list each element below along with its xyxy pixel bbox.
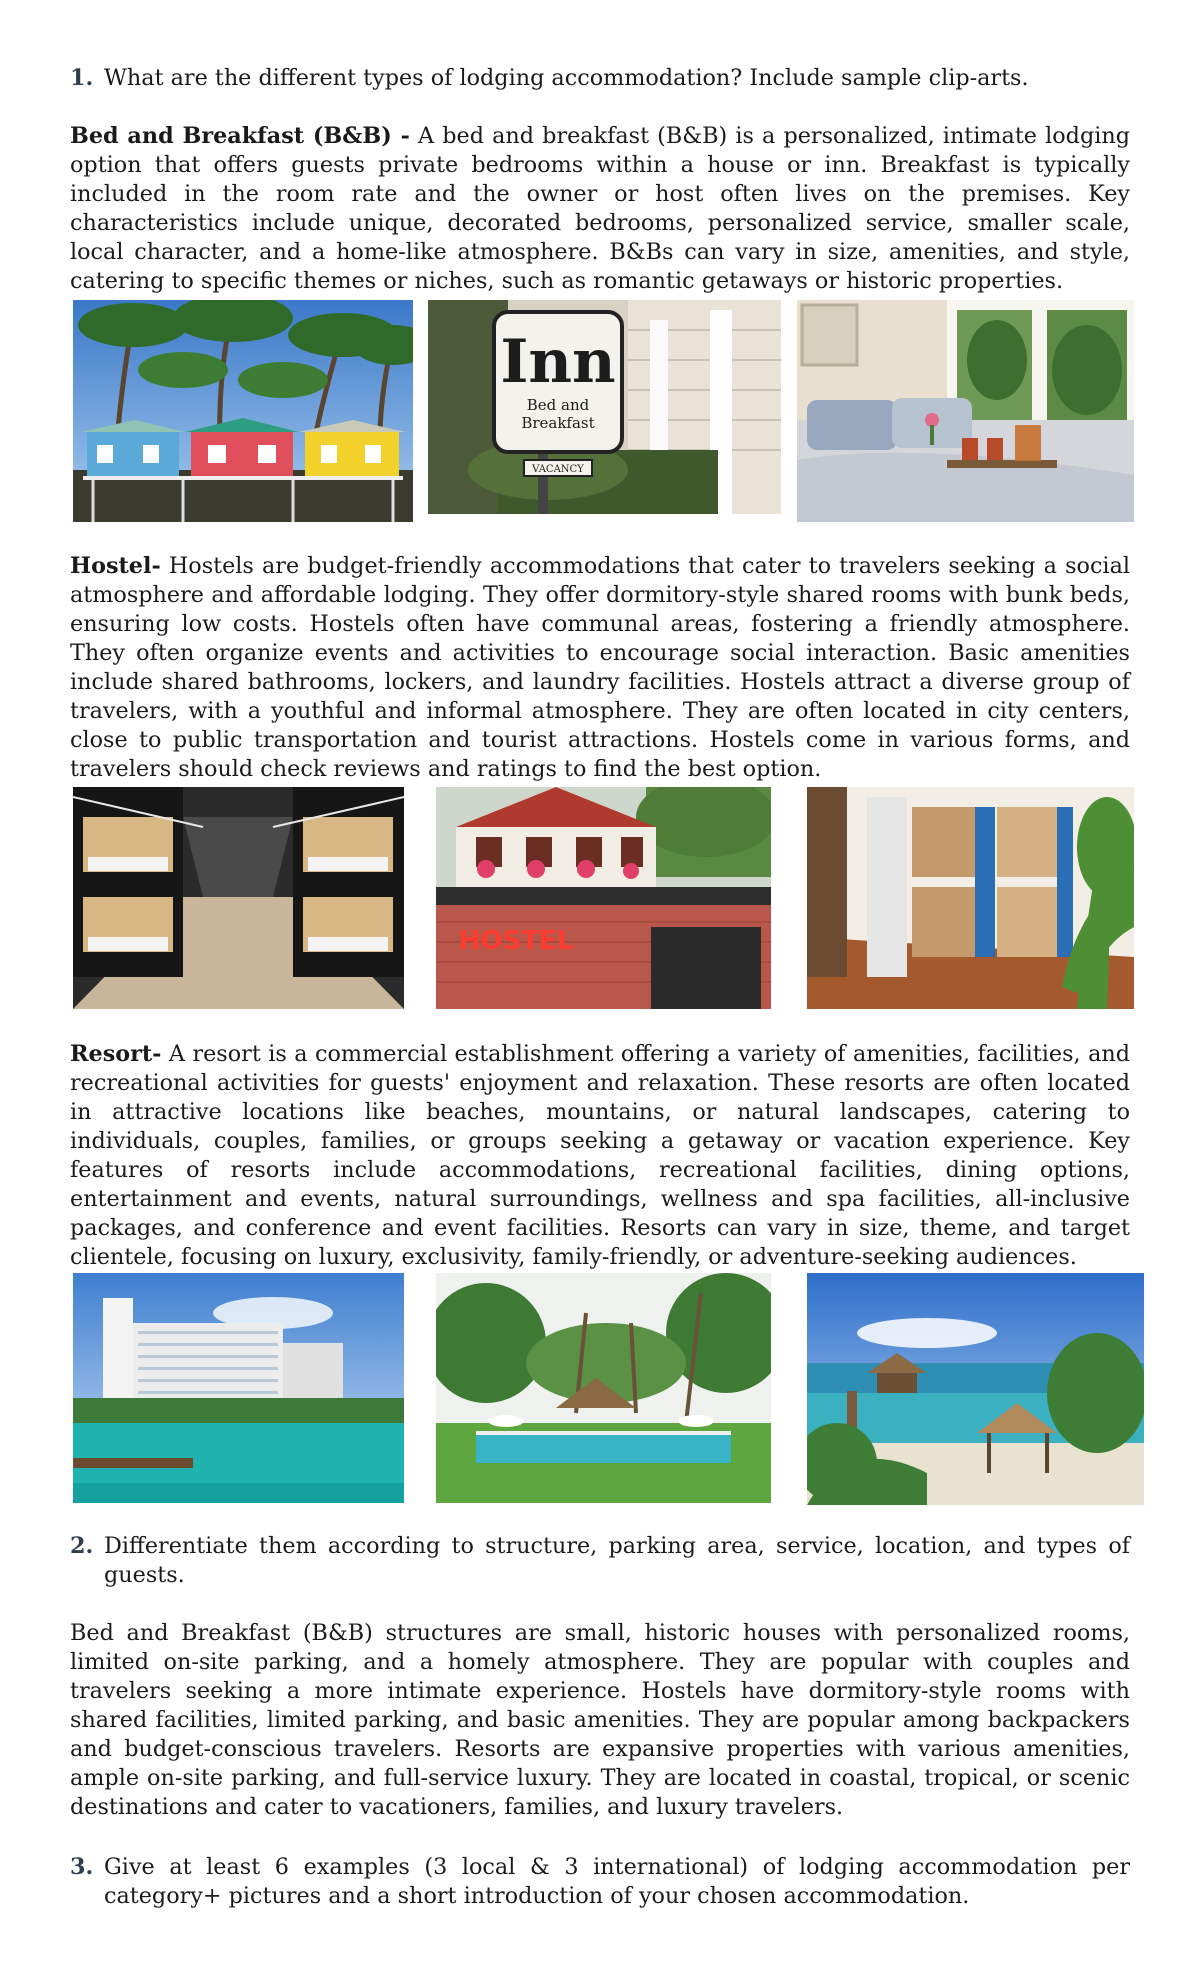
beach-pier-photo: [807, 1273, 1144, 1505]
hostel-heading: Hostel-: [70, 553, 161, 579]
hostel-body: Hostels are budget-friendly accommodations that cater to travelers seeking a social atmosphere and affordable lodging. They offer dormitory-style shared rooms with bunk beds, ensuring low costs. Hostels often have communal areas, fostering a friendly atmosphere. They often organize events and activities to encourage social interaction. Basic amenities include shared bathrooms, lockers, and laundry facilities. Hostels attract a diverse group of travelers, with a youthful and informal atmosphere. They are often located in city centers, close to public transportation and tourist attractions. Hostels come in various forms, and travelers should check reviews and ratings to find the best option.: [70, 553, 1130, 782]
answer-2-paragraph: Bed and Breakfast (B&B) structures are small, historic houses with personalized rooms, limited on-site parking, and a homely atmosphere. They are popular with couples and travelers seeking a more intimate experience. Hostels have dormitory-style rooms with shared facilities, limited parking, and basic amenities. They are popular among backpackers and budget-conscious travelers. Resorts are expansive properties with various amenities, ample on-site parking, and full-service luxury. They are located in coastal, tropical, or scenic destinations and cater to vacationers, families, and luxury travelers.: [70, 1620, 1130, 1820]
pod-bunks-photo: [807, 787, 1134, 1009]
document-page: [70, 64, 1130, 1911]
hostel-photo-row: [70, 787, 1130, 1009]
hostel-paragraph: [70, 552, 1130, 784]
inn-sign-sub2: Breakfast: [521, 414, 595, 432]
question-text: Give at least 6 examples (3 local & 3 international) of lodging accommodation per category+ pictures and a short introduction of your chosen accommodation.: [104, 1854, 1130, 1909]
inn-sign-vacancy: VACANCY: [532, 464, 584, 475]
question-3: [70, 1853, 1130, 1911]
bunk-dorm-photo: [73, 787, 404, 1009]
seaside-hotel-photo: [73, 1273, 404, 1503]
bnb-photo-row: [70, 300, 1130, 522]
question-number: 1.: [70, 65, 94, 91]
resort-body: A resort is a commercial establishment offering a variety of amenities, facilities, and recreational activities for guests' enjoyment and relaxation. These resorts are often located in attractive locations like beaches, mountains, or natural landscapes, catering to individuals, couples, families, or groups seeking a getaway or vacation experience. Key features of resorts include accommodations, recreational facilities, dining options, entertainment and events, natural surroundings, wellness and spa facilities, all-inclusive packages, and conference and event facilities. Resorts can vary in size, theme, and target clientele, focusing on luxury, exclusivity, family-friendly, or adventure-seeking audiences.: [70, 1041, 1130, 1270]
tropical-pool-photo: [436, 1273, 771, 1503]
question-1: [70, 64, 1130, 93]
question-number: 2.: [70, 1533, 94, 1559]
hostel-sign-word: HOSTEL: [458, 926, 574, 956]
resort-photo-row: [70, 1273, 1130, 1505]
resort-paragraph: [70, 1040, 1130, 1272]
beach-cottages-photo: [73, 300, 413, 522]
bnb-body: A bed and breakfast (B&B) is a personalized, intimate lodging option that offers guests private bedrooms within a house or inn. Breakfast is typically included in the room rate and the owner or host often lives on the premises. Key characteristics include unique, decorated bedrooms, personalized service, smaller scale, local character, and a home-like atmosphere. B&Bs can vary in size, amenities, and style, catering to specific themes or niches, such as romantic getaways or historic properties.: [70, 123, 1130, 294]
hostel-building-photo: [436, 787, 771, 1009]
inn-sign-sub1: Bed and: [526, 396, 590, 414]
inn-sign-word: Inn: [500, 327, 616, 397]
bnb-heading: Bed and Breakfast (B&B) -: [70, 123, 410, 149]
question-text: Differentiate them according to structure, parking area, service, location, and types of guests.: [104, 1533, 1130, 1588]
resort-heading: Resort-: [70, 1041, 162, 1067]
question-2: [70, 1532, 1130, 1590]
bnb-paragraph: [70, 122, 1130, 296]
inn-sign-photo: [428, 300, 781, 514]
question-text: What are the different types of lodging accommodation? Include sample clip-arts.: [104, 65, 1029, 91]
question-number: 3.: [70, 1854, 94, 1880]
bedroom-breakfast-photo: [797, 300, 1134, 522]
